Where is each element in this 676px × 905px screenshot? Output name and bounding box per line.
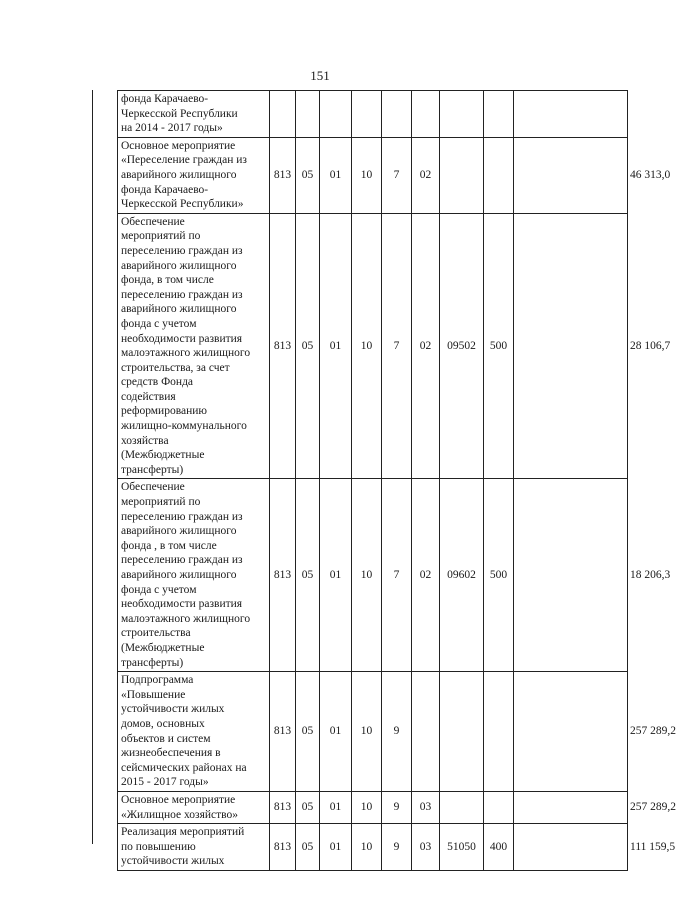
subprogram-code-cell: 7 bbox=[382, 137, 412, 213]
row-name-line: мероприятий по bbox=[121, 230, 201, 243]
program-code-cell: 10 bbox=[352, 672, 382, 792]
event-code-cell: 03 bbox=[412, 791, 440, 823]
expense-type-cell: 500 bbox=[484, 479, 514, 672]
row-name-line: переселению граждан из bbox=[121, 288, 243, 301]
row-name-line: переселению граждан из bbox=[121, 554, 243, 567]
row-name-line: Обеспечение bbox=[121, 481, 185, 494]
row-name-line: «Переселение граждан из bbox=[121, 154, 247, 167]
program-code-cell: 10 bbox=[352, 137, 382, 213]
section-code-cell: 05 bbox=[296, 672, 320, 792]
row-name-line: аварийного жилищного bbox=[121, 569, 237, 581]
table-body bbox=[118, 91, 676, 871]
subsection-code-cell: 01 bbox=[320, 791, 352, 823]
direction-code-cell bbox=[440, 672, 484, 792]
row-name-line: строительства bbox=[121, 627, 191, 640]
spacer-cell bbox=[514, 91, 628, 138]
row-name-line: (Межбюджетные bbox=[121, 641, 205, 654]
ministry-code-cell bbox=[270, 91, 296, 138]
row-name-line: аварийного жилищного bbox=[121, 303, 237, 316]
direction-code-cell: 51050 bbox=[440, 824, 484, 871]
subprogram-code-cell: 9 bbox=[382, 672, 412, 792]
event-code-cell bbox=[412, 91, 440, 138]
table-row bbox=[118, 91, 628, 138]
subprogram-code-cell bbox=[382, 91, 412, 138]
ministry-code-cell: 813 bbox=[270, 213, 296, 479]
expense-type-cell bbox=[484, 672, 514, 792]
direction-code-cell bbox=[440, 91, 484, 138]
spacer-cell bbox=[514, 479, 628, 672]
expense-type-cell: 500 bbox=[484, 213, 514, 479]
program-code-cell bbox=[352, 91, 382, 138]
event-code-cell: 02 bbox=[412, 137, 440, 213]
row-name-cell bbox=[118, 791, 270, 823]
ministry-code-cell: 813 bbox=[270, 137, 296, 213]
spacer-cell bbox=[514, 824, 628, 871]
subsection-code-cell: 01 bbox=[320, 213, 352, 479]
expense-type-cell: 400 bbox=[484, 824, 514, 871]
ministry-code-cell: 813 bbox=[270, 824, 296, 871]
row-name-line: жизнеобеспечения в bbox=[121, 747, 221, 760]
row-name-line: фонда , в том числе bbox=[121, 539, 217, 552]
direction-code-cell: 09502 bbox=[440, 213, 484, 479]
section-code-cell: 05 bbox=[296, 137, 320, 213]
left-border-line bbox=[92, 90, 93, 844]
row-name-line: Черкесской Республики» bbox=[121, 198, 244, 211]
row-name-line: фонда, в том числе bbox=[121, 274, 214, 287]
row-name-line: устойчивости жилых bbox=[121, 855, 225, 868]
row-name-line: необходимости развития bbox=[121, 598, 243, 611]
direction-code-cell bbox=[440, 791, 484, 823]
table-row: Обеспечение мероприятий по переселению граждан из аварийного жилищного фонда , в том числе переселению граждан из аварийного жилищного фонда с учетом необходимости развития малоэтажного жилищного строительства (Межбюджетные трансферты) 813 05 01 10 7 02 09602 500 18 206,3 bbox=[118, 479, 628, 672]
row-name-line: необходимости развития bbox=[121, 332, 243, 345]
row-name-line: «Жилищное хозяйство» bbox=[121, 808, 239, 821]
row-name-line: Реализация мероприятий bbox=[121, 826, 245, 839]
row-name-cell bbox=[118, 672, 270, 792]
section-code-cell: 05 bbox=[296, 213, 320, 479]
direction-code-cell bbox=[440, 137, 484, 213]
event-code-cell: 03 bbox=[412, 824, 440, 871]
row-name-line: средств Фонда bbox=[121, 376, 194, 389]
row-name-line: малоэтажного жилищного bbox=[121, 612, 251, 625]
row-name-line: реформированию bbox=[121, 405, 207, 418]
ministry-code-cell: 813 bbox=[270, 479, 296, 672]
subsection-code-cell: 01 bbox=[320, 824, 352, 871]
row-name-line: Обеспечение bbox=[121, 215, 185, 228]
subprogram-code-cell: 9 bbox=[382, 791, 412, 823]
subsection-code-cell: 01 bbox=[320, 137, 352, 213]
ministry-code-cell: 813 bbox=[270, 672, 296, 792]
event-code-cell: 02 bbox=[412, 213, 440, 479]
row-name-cell bbox=[118, 137, 270, 213]
table-row: Реализация мероприятий по повышению устойчивости жилых 813 05 01 10 9 03 51050 400 111 159,5 bbox=[118, 824, 628, 871]
row-name-cell bbox=[118, 91, 270, 138]
row-name-line: фонда Карачаево- bbox=[121, 183, 209, 196]
row-name-line: Подпрограмма bbox=[121, 674, 194, 687]
row-name-line: жилищно-коммунального bbox=[121, 420, 247, 433]
subprogram-code-cell: 7 bbox=[382, 479, 412, 672]
section-code-cell: 05 bbox=[296, 824, 320, 871]
row-name-line: сейсмических районах на bbox=[121, 761, 247, 774]
row-name-line: трансферты) bbox=[121, 656, 184, 669]
subprogram-code-cell: 7 bbox=[382, 213, 412, 479]
row-name-line: аварийного жилищного bbox=[121, 168, 237, 181]
row-name-line: трансферты) bbox=[121, 463, 184, 476]
row-name-line: (Межбюджетные bbox=[121, 449, 205, 462]
program-code-cell: 10 bbox=[352, 791, 382, 823]
spacer-cell bbox=[514, 672, 628, 792]
row-name-line: строительства, за счет bbox=[121, 361, 230, 374]
row-name-line: «Повышение bbox=[121, 688, 186, 701]
spacer-cell bbox=[514, 137, 628, 213]
row-name-line: содействия bbox=[121, 390, 176, 403]
budget-table bbox=[117, 90, 676, 871]
event-code-cell: 02 bbox=[412, 479, 440, 672]
spacer-cell bbox=[514, 791, 628, 823]
section-code-cell: 05 bbox=[296, 791, 320, 823]
row-name-cell bbox=[118, 824, 270, 871]
table-row: Основное мероприятие «Переселение граждан из аварийного жилищного фонда Карачаево- Черкесской Республики» 813 05 01 10 7 02 46 313,0 bbox=[118, 137, 628, 213]
row-name-line: Основное мероприятие bbox=[121, 793, 236, 806]
row-name-cell bbox=[118, 213, 270, 479]
row-name-line: домов, основных bbox=[121, 717, 205, 730]
section-code-cell bbox=[296, 91, 320, 138]
row-name-line: по повышению bbox=[121, 840, 196, 853]
row-name-line: аварийного жилищного bbox=[121, 525, 237, 538]
row-name-line: Основное мероприятие bbox=[121, 139, 236, 152]
row-name-line: устойчивости жилых bbox=[121, 703, 225, 716]
subprogram-code-cell: 9 bbox=[382, 824, 412, 871]
row-name-line: фонда с учетом bbox=[121, 317, 197, 330]
subsection-code-cell bbox=[320, 91, 352, 138]
row-name-line: 2015 - 2017 годы» bbox=[121, 776, 209, 789]
program-code-cell: 10 bbox=[352, 213, 382, 479]
row-name-line: Черкесской Республики bbox=[121, 107, 238, 120]
row-name-line: фонда Карачаево- bbox=[121, 93, 209, 105]
program-code-cell: 10 bbox=[352, 479, 382, 672]
row-name-line: малоэтажного жилищного bbox=[121, 347, 251, 360]
table-row: Подпрограмма «Повышение устойчивости жилых домов, основных объектов и систем жизнеобеспечения в сейсмических районах на 2015 - 2017 годы» 813 05 01 10 9 257 289,2 bbox=[118, 672, 628, 792]
row-name-line: хозяйства bbox=[121, 434, 169, 447]
row-name-line: объектов и систем bbox=[121, 732, 211, 745]
expense-type-cell bbox=[484, 791, 514, 823]
row-name-line: переселению граждан из bbox=[121, 510, 243, 523]
row-name-cell bbox=[118, 479, 270, 672]
row-name-line: мероприятий по bbox=[121, 496, 201, 509]
direction-code-cell: 09602 bbox=[440, 479, 484, 672]
expense-type-cell bbox=[484, 91, 514, 138]
event-code-cell bbox=[412, 672, 440, 792]
subsection-code-cell: 01 bbox=[320, 479, 352, 672]
row-name-line: переселению граждан из bbox=[121, 244, 243, 257]
row-name-line: аварийного жилищного bbox=[121, 259, 237, 272]
table-row: Обеспечение мероприятий по переселению граждан из аварийного жилищного фонда, в том числе переселению граждан из аварийного жилищного фонда с учетом необходимости развития малоэтажного жилищного строительства, за счет средств Фонда содействия реформированию жилищно-коммунального хозяйства (Межбюджетные трансферты) 813 05 01 10 7 02 09502 500 28 106,7 bbox=[118, 213, 628, 479]
table-row: Основное мероприятие «Жилищное хозяйство» 813 05 01 10 9 03 257 289,2 bbox=[118, 791, 628, 823]
ministry-code-cell: 813 bbox=[270, 791, 296, 823]
subsection-code-cell: 01 bbox=[320, 672, 352, 792]
expense-type-cell bbox=[484, 137, 514, 213]
row-name-line: на 2014 - 2017 годы» bbox=[121, 122, 223, 135]
program-code-cell: 10 bbox=[352, 824, 382, 871]
section-code-cell: 05 bbox=[296, 479, 320, 672]
page-number: 151 bbox=[310, 68, 330, 83]
spacer-cell bbox=[514, 213, 628, 479]
row-name-line: фонда с учетом bbox=[121, 583, 197, 596]
